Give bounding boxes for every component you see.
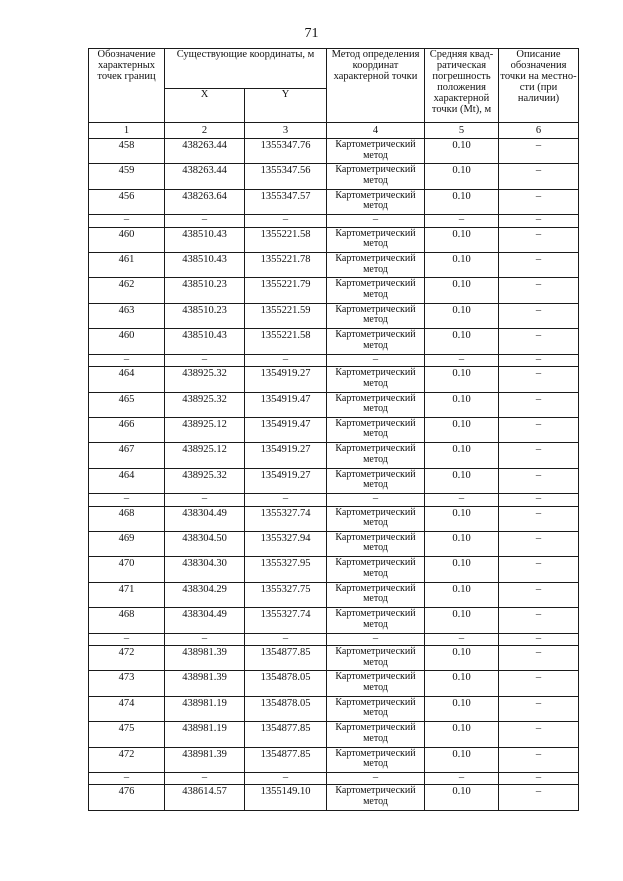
method-cell: Картометрический метод <box>327 785 425 810</box>
mt-cell: 0.10 <box>425 443 499 468</box>
method-cell: Картометрический метод <box>327 582 425 607</box>
mt-cell: 0.10 <box>425 278 499 303</box>
y-cell: 1354878.05 <box>245 696 327 721</box>
method-cell: Картометрический метод <box>327 646 425 671</box>
column-number: 1 <box>89 123 165 139</box>
x-cell: – <box>165 633 245 646</box>
method-cell: Картометрический метод <box>327 164 425 189</box>
desc-cell: – <box>499 392 579 417</box>
point-cell: – <box>89 772 165 785</box>
point-cell: 468 <box>89 608 165 633</box>
desc-cell: – <box>499 772 579 785</box>
desc-cell: – <box>499 417 579 442</box>
y-cell: 1355221.78 <box>245 253 327 278</box>
method-cell: – <box>327 772 425 785</box>
table-row <box>89 747 579 772</box>
x-cell: 438510.43 <box>165 227 245 252</box>
desc-cell: – <box>499 139 579 164</box>
point-cell: – <box>89 494 165 507</box>
y-cell: 1355327.95 <box>245 557 327 582</box>
table-row <box>89 367 579 392</box>
table-row <box>89 164 579 189</box>
x-cell: 438510.43 <box>165 329 245 354</box>
mt-cell: – <box>425 633 499 646</box>
table-row <box>89 608 579 633</box>
point-cell: 472 <box>89 747 165 772</box>
y-cell: 1354877.85 <box>245 747 327 772</box>
mt-cell: 0.10 <box>425 671 499 696</box>
table-row <box>89 227 579 252</box>
y-cell: 1355347.56 <box>245 164 327 189</box>
desc-cell: – <box>499 633 579 646</box>
coordinates-table <box>88 48 579 811</box>
table-row <box>89 557 579 582</box>
method-cell: – <box>327 494 425 507</box>
table-row <box>89 139 579 164</box>
column-number: 4 <box>327 123 425 139</box>
desc-cell: – <box>499 531 579 556</box>
point-cell: 469 <box>89 531 165 556</box>
separator-row <box>89 772 579 785</box>
point-cell: 464 <box>89 468 165 493</box>
header-point-designation: Обозначение характерных точек границ <box>89 49 165 123</box>
table-row <box>89 468 579 493</box>
desc-cell: – <box>499 785 579 810</box>
point-cell: 474 <box>89 696 165 721</box>
x-cell: 438510.23 <box>165 303 245 328</box>
y-cell: 1355149.10 <box>245 785 327 810</box>
point-cell: 468 <box>89 506 165 531</box>
mt-cell: 0.10 <box>425 367 499 392</box>
y-cell: 1355327.75 <box>245 582 327 607</box>
desc-cell: – <box>499 329 579 354</box>
x-cell: – <box>165 354 245 367</box>
x-cell: 438925.32 <box>165 468 245 493</box>
mt-cell: 0.10 <box>425 696 499 721</box>
point-cell: 456 <box>89 189 165 214</box>
method-cell: Картометрический метод <box>327 278 425 303</box>
separator-row <box>89 215 579 228</box>
point-cell: 467 <box>89 443 165 468</box>
y-cell: 1354878.05 <box>245 671 327 696</box>
mt-cell: 0.10 <box>425 608 499 633</box>
method-cell: Картометрический метод <box>327 189 425 214</box>
table-row <box>89 722 579 747</box>
x-cell: 438304.29 <box>165 582 245 607</box>
point-cell: 459 <box>89 164 165 189</box>
mt-cell: 0.10 <box>425 227 499 252</box>
table-row <box>89 582 579 607</box>
point-cell: 460 <box>89 329 165 354</box>
point-cell: 466 <box>89 417 165 442</box>
y-cell: – <box>245 772 327 785</box>
point-cell: 473 <box>89 671 165 696</box>
method-cell: Картометрический метод <box>327 722 425 747</box>
method-cell: Картометрический метод <box>327 696 425 721</box>
x-cell: 438304.49 <box>165 506 245 531</box>
point-cell: 462 <box>89 278 165 303</box>
mt-cell: 0.10 <box>425 329 499 354</box>
y-cell: – <box>245 494 327 507</box>
y-cell: 1355221.59 <box>245 303 327 328</box>
column-number-row <box>89 123 579 139</box>
method-cell: – <box>327 633 425 646</box>
method-cell: Картометрический метод <box>327 303 425 328</box>
page-number: 71 <box>304 26 319 41</box>
y-cell: 1355327.94 <box>245 531 327 556</box>
desc-cell: – <box>499 303 579 328</box>
desc-cell: – <box>499 671 579 696</box>
column-number: 3 <box>245 123 327 139</box>
desc-cell: – <box>499 747 579 772</box>
mt-cell: 0.10 <box>425 417 499 442</box>
mt-cell: 0.10 <box>425 303 499 328</box>
separator-row <box>89 354 579 367</box>
point-cell: 464 <box>89 367 165 392</box>
x-cell: 438925.32 <box>165 367 245 392</box>
desc-cell: – <box>499 367 579 392</box>
table-row <box>89 646 579 671</box>
y-cell: 1354919.27 <box>245 468 327 493</box>
mt-cell: 0.10 <box>425 531 499 556</box>
desc-cell: – <box>499 646 579 671</box>
mt-cell: 0.10 <box>425 164 499 189</box>
x-cell: 438304.50 <box>165 531 245 556</box>
table-row <box>89 506 579 531</box>
y-cell: 1354919.27 <box>245 367 327 392</box>
column-number: 6 <box>499 123 579 139</box>
y-cell: 1355221.58 <box>245 227 327 252</box>
method-cell: Картометрический метод <box>327 139 425 164</box>
point-cell: 458 <box>89 139 165 164</box>
x-cell: 438925.12 <box>165 443 245 468</box>
desc-cell: – <box>499 608 579 633</box>
method-cell: Картометрический метод <box>327 443 425 468</box>
method-cell: Картометрический метод <box>327 392 425 417</box>
desc-cell: – <box>499 468 579 493</box>
header-existing-coordinates: Существующие координаты, м <box>165 49 327 89</box>
mt-cell: 0.10 <box>425 468 499 493</box>
method-cell: Картометрический метод <box>327 468 425 493</box>
table-row <box>89 278 579 303</box>
x-cell: 438981.39 <box>165 671 245 696</box>
y-cell: 1354919.47 <box>245 392 327 417</box>
desc-cell: – <box>499 227 579 252</box>
desc-cell: – <box>499 557 579 582</box>
desc-cell: – <box>499 443 579 468</box>
y-cell: – <box>245 215 327 228</box>
x-cell: 438510.43 <box>165 253 245 278</box>
table-row <box>89 303 579 328</box>
table-row <box>89 671 579 696</box>
y-cell: 1354877.85 <box>245 722 327 747</box>
column-number: 2 <box>165 123 245 139</box>
desc-cell: – <box>499 189 579 214</box>
column-number: 5 <box>425 123 499 139</box>
desc-cell: – <box>499 494 579 507</box>
x-cell: – <box>165 494 245 507</box>
method-cell: Картометрический метод <box>327 367 425 392</box>
x-cell: – <box>165 772 245 785</box>
method-cell: Картометрический метод <box>327 557 425 582</box>
table-body <box>89 139 579 811</box>
mt-cell: 0.10 <box>425 646 499 671</box>
point-cell: 463 <box>89 303 165 328</box>
y-cell: 1355327.74 <box>245 608 327 633</box>
point-cell: 465 <box>89 392 165 417</box>
point-cell: 461 <box>89 253 165 278</box>
mt-cell: – <box>425 215 499 228</box>
desc-cell: – <box>499 215 579 228</box>
method-cell: Картометрический метод <box>327 531 425 556</box>
point-cell: 471 <box>89 582 165 607</box>
desc-cell: – <box>499 722 579 747</box>
method-cell: Картометрический метод <box>327 329 425 354</box>
mt-cell: 0.10 <box>425 392 499 417</box>
point-cell: – <box>89 354 165 367</box>
x-cell: 438925.32 <box>165 392 245 417</box>
method-cell: Картометрический метод <box>327 253 425 278</box>
mt-cell: 0.10 <box>425 747 499 772</box>
point-cell: 475 <box>89 722 165 747</box>
y-cell: 1355347.76 <box>245 139 327 164</box>
point-cell: – <box>89 215 165 228</box>
table-row <box>89 189 579 214</box>
x-cell: 438304.30 <box>165 557 245 582</box>
table-row <box>89 329 579 354</box>
x-cell: – <box>165 215 245 228</box>
table-row <box>89 253 579 278</box>
x-cell: 438263.44 <box>165 139 245 164</box>
desc-cell: – <box>499 506 579 531</box>
desc-cell: – <box>499 354 579 367</box>
y-cell: 1355221.79 <box>245 278 327 303</box>
mt-cell: 0.10 <box>425 722 499 747</box>
y-cell: 1355347.57 <box>245 189 327 214</box>
table-row <box>89 696 579 721</box>
header-y: Y <box>245 89 327 123</box>
mt-cell: 0.10 <box>425 139 499 164</box>
method-cell: Картометрический метод <box>327 227 425 252</box>
y-cell: – <box>245 633 327 646</box>
table-row <box>89 785 579 810</box>
table-row <box>89 417 579 442</box>
header-x: X <box>165 89 245 123</box>
y-cell: – <box>245 354 327 367</box>
point-cell: 460 <box>89 227 165 252</box>
desc-cell: – <box>499 253 579 278</box>
separator-row <box>89 633 579 646</box>
x-cell: 438981.19 <box>165 722 245 747</box>
desc-cell: – <box>499 164 579 189</box>
y-cell: 1354919.27 <box>245 443 327 468</box>
mt-cell: – <box>425 494 499 507</box>
separator-row <box>89 494 579 507</box>
point-cell: 470 <box>89 557 165 582</box>
desc-cell: – <box>499 278 579 303</box>
method-cell: Картометрический метод <box>327 506 425 531</box>
mt-cell: 0.10 <box>425 506 499 531</box>
x-cell: 438925.12 <box>165 417 245 442</box>
table-row <box>89 443 579 468</box>
x-cell: 438263.44 <box>165 164 245 189</box>
x-cell: 438981.39 <box>165 646 245 671</box>
header-description: Описание обозначения точки на местно-сти (при наличии) <box>499 49 579 123</box>
x-cell: 438981.19 <box>165 696 245 721</box>
y-cell: 1354919.47 <box>245 417 327 442</box>
point-cell: – <box>89 633 165 646</box>
method-cell: – <box>327 215 425 228</box>
y-cell: 1355327.74 <box>245 506 327 531</box>
table-row <box>89 531 579 556</box>
x-cell: 438263.64 <box>165 189 245 214</box>
point-cell: 472 <box>89 646 165 671</box>
mt-cell: – <box>425 772 499 785</box>
x-cell: 438304.49 <box>165 608 245 633</box>
y-cell: 1355221.58 <box>245 329 327 354</box>
x-cell: 438614.57 <box>165 785 245 810</box>
method-cell: Картометрический метод <box>327 417 425 442</box>
mt-cell: – <box>425 354 499 367</box>
desc-cell: – <box>499 582 579 607</box>
header-method: Метод определения координат характерной точки <box>327 49 425 123</box>
method-cell: – <box>327 354 425 367</box>
method-cell: Картометрический метод <box>327 671 425 696</box>
mt-cell: 0.10 <box>425 785 499 810</box>
point-cell: 476 <box>89 785 165 810</box>
method-cell: Картометрический метод <box>327 608 425 633</box>
mt-cell: 0.10 <box>425 557 499 582</box>
x-cell: 438510.23 <box>165 278 245 303</box>
x-cell: 438981.39 <box>165 747 245 772</box>
header-mean-error: Средняя квад-ратическая погрешность положения характерной точки (Mt), м <box>425 49 499 123</box>
mt-cell: 0.10 <box>425 253 499 278</box>
mt-cell: 0.10 <box>425 189 499 214</box>
table-row <box>89 392 579 417</box>
mt-cell: 0.10 <box>425 582 499 607</box>
method-cell: Картометрический метод <box>327 747 425 772</box>
desc-cell: – <box>499 696 579 721</box>
y-cell: 1354877.85 <box>245 646 327 671</box>
